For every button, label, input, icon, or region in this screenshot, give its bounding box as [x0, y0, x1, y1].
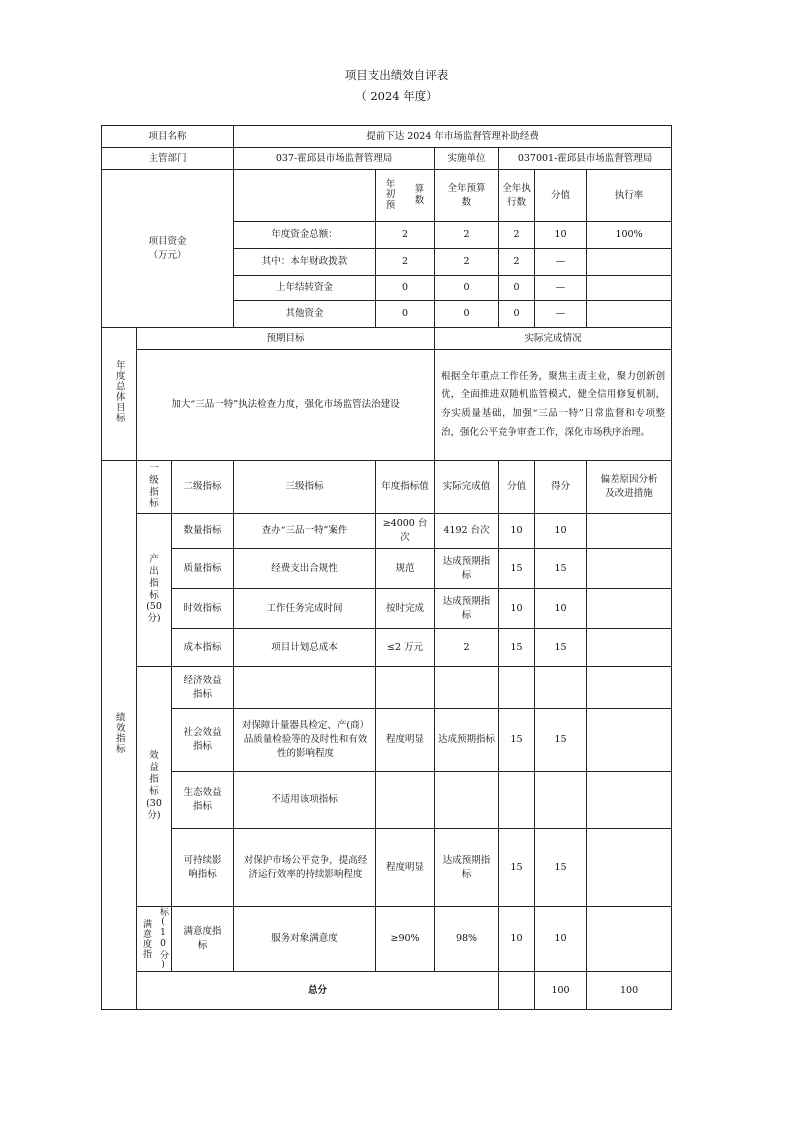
performance-table: [101, 125, 672, 1010]
funds-row-executed: 2: [499, 249, 535, 276]
funds-section-label: [102, 170, 234, 328]
funds-row-budget: 2: [435, 222, 499, 249]
ind-level2: 质量指标: [172, 549, 234, 589]
ind-header-level1: 一级指标: [137, 461, 172, 514]
funds-row-score-value: —: [535, 301, 587, 328]
ind-level2: 可持续影响指标: [172, 829, 234, 907]
funds-row-executed: 0: [499, 301, 535, 328]
ind-level3: [234, 667, 376, 709]
document-subtitle: （ 2024 年度）: [355, 89, 438, 103]
dept-value: 037-霍邱县市场监督管理局: [234, 148, 435, 170]
ind-deviation: [587, 829, 672, 907]
ind-annual: ≥4000 台次: [376, 514, 435, 549]
funds-initial-header-a: 年初预: [385, 178, 396, 211]
ind-score-value: 15: [499, 629, 535, 667]
ind-actual: 98%: [435, 907, 499, 972]
total-score-value: 100: [535, 972, 587, 1010]
ind-deviation: [587, 772, 672, 829]
ind-level2: 数量指标: [172, 514, 234, 549]
ind-score-value: 10: [499, 514, 535, 549]
ind-level2: 满意度指标: [172, 907, 234, 972]
indicator-row: [102, 549, 672, 589]
ind-score-value: [499, 772, 535, 829]
ind-level2: 社会效益指标: [172, 709, 234, 772]
ind-score-value: [499, 667, 535, 709]
funds-row-executed: 0: [499, 276, 535, 301]
benefit-indicator-label: 效益指标(30分): [137, 667, 172, 907]
ind-annual: [376, 772, 435, 829]
ind-deviation: [587, 709, 672, 772]
ind-header-score-value: 分值: [499, 461, 535, 514]
goals-actual-header: 实际完成情况: [435, 328, 672, 350]
goals-actual-text: 根据全年重点工作任务，聚焦主责主业，聚力创新创优，全面推进双随机监管模式，健全信用修复机制，夯实质量基础，加强“三品一特”日常监督和专项整治，强化公平竞争审查工作，深化市场秩序治理。: [435, 350, 672, 461]
output-indicator-label: 产出指标(50分): [137, 514, 172, 667]
total-actual: [499, 972, 535, 1010]
funds-row-budget: 0: [435, 276, 499, 301]
funds-row-rate: [587, 301, 672, 328]
ind-deviation: [587, 549, 672, 589]
ind-level2: 成本指标: [172, 629, 234, 667]
ind-score: 10: [535, 907, 587, 972]
funds-blank-header: [234, 170, 376, 222]
ind-score: 10: [535, 514, 587, 549]
goals-expected-text: 加大“三品一特”执法检查力度，强化市场监管法治建设: [137, 350, 435, 461]
ind-level3: 服务对象满意度: [234, 907, 376, 972]
ind-deviation: [587, 629, 672, 667]
ind-level2: 时效指标: [172, 589, 234, 629]
unit-value: 037001-霍邱县市场监督管理局: [499, 148, 672, 170]
funds-row-rate: 100%: [587, 222, 672, 249]
funds-row-budget: 2: [435, 249, 499, 276]
indicators-section-label: 绩效指标: [102, 461, 137, 1010]
ind-score: [535, 667, 587, 709]
project-name-label: 项目名称: [102, 126, 234, 148]
ind-annual: ≤2 万元: [376, 629, 435, 667]
indicator-row: [102, 589, 672, 629]
ind-deviation: [587, 514, 672, 549]
funds-score-value-header: 分值: [535, 170, 587, 222]
indicator-row: [102, 829, 672, 907]
goals-section-label: 年度总体目标: [102, 328, 137, 461]
unit-label: 实施单位: [435, 148, 499, 170]
ind-header-annual: 年度指标值: [376, 461, 435, 514]
ind-level2: 经济效益指标: [172, 667, 234, 709]
funds-full-budget-header: 全年预算数: [435, 170, 499, 222]
ind-header-level3: 三级指标: [234, 461, 376, 514]
funds-row-budget: 0: [435, 301, 499, 328]
ind-score-value: 15: [499, 549, 535, 589]
satisfaction-indicator-label: 满意度指 标(10分): [137, 907, 172, 972]
ind-header-deviation: 偏差原因分析及改进措施: [587, 461, 672, 514]
funds-row-initial: 2: [376, 222, 435, 249]
ind-actual: 达成预期指标: [435, 549, 499, 589]
ind-annual: ≥90%: [376, 907, 435, 972]
funds-row-initial: 2: [376, 249, 435, 276]
funds-row-score-value: —: [535, 276, 587, 301]
ind-actual: 达成预期指标: [435, 589, 499, 629]
indicator-row: [102, 629, 672, 667]
ind-annual: 程度明显: [376, 829, 435, 907]
ind-level2: 生态效益指标: [172, 772, 234, 829]
funds-row-rate: [587, 249, 672, 276]
ind-score: 15: [535, 709, 587, 772]
funds-row-label: 其他资金: [234, 301, 376, 328]
total-label: 总分: [137, 972, 499, 1010]
ind-annual: [376, 667, 435, 709]
ind-deviation: [587, 667, 672, 709]
ind-level3: 项目计划总成本: [234, 629, 376, 667]
ind-annual: 按时完成: [376, 589, 435, 629]
funds-row-label: 上年结转资金: [234, 276, 376, 301]
ind-level3: 查办“三品一特”案件: [234, 514, 376, 549]
ind-actual: 2: [435, 629, 499, 667]
project-name-value: 提前下达 2024 年市场监督管理补助经费: [234, 126, 672, 148]
ind-level3: 不适用该项指标: [234, 772, 376, 829]
ind-score: 15: [535, 549, 587, 589]
funds-row-executed: 2: [499, 222, 535, 249]
document-title: 项目支出绩效自评表: [344, 68, 449, 82]
ind-deviation: [587, 907, 672, 972]
ind-score-value: 15: [499, 829, 535, 907]
ind-actual: 达成预期指标: [435, 829, 499, 907]
funds-label: 项目资金: [148, 235, 187, 247]
ind-header-actual: 实际完成值: [435, 461, 499, 514]
ind-level3: 对保护市场公平竞争，提高经济运行效率的持续影响程度: [234, 829, 376, 907]
ind-actual: 达成预期指标: [435, 709, 499, 772]
dept-label: 主管部门: [102, 148, 234, 170]
ind-score-value: 10: [499, 589, 535, 629]
funds-row-label: 其中：本年财政拨款: [234, 249, 376, 276]
funds-rate-header: 执行率: [587, 170, 672, 222]
funds-row-score-value: —: [535, 249, 587, 276]
ind-actual: 4192 台次: [435, 514, 499, 549]
funds-row-rate: [587, 276, 672, 301]
ind-score-value: 10: [499, 907, 535, 972]
funds-executed-header: 全年执行数: [499, 170, 535, 222]
ind-annual: 程度明显: [376, 709, 435, 772]
funds-unit: （万元）: [148, 249, 187, 261]
ind-header-score: 得分: [535, 461, 587, 514]
ind-header-level2: 二级指标: [172, 461, 234, 514]
funds-row-score-value: 10: [535, 222, 587, 249]
ind-annual: 规范: [376, 549, 435, 589]
ind-score: 10: [535, 589, 587, 629]
ind-deviation: [587, 589, 672, 629]
ind-level3: 对保障计量器具检定、产(商）品质量检验等的及时性和有效性的影响程度: [234, 709, 376, 772]
ind-level3: 工作任务完成时间: [234, 589, 376, 629]
indicator-row: [102, 907, 672, 972]
indicator-row: [102, 772, 672, 829]
funds-row-initial: 0: [376, 301, 435, 328]
ind-score: 15: [535, 629, 587, 667]
funds-initial-header-b: 算数: [414, 184, 425, 206]
funds-row-initial: 0: [376, 276, 435, 301]
indicator-row: [102, 709, 672, 772]
ind-actual: [435, 772, 499, 829]
indicator-row: [102, 667, 672, 709]
funds-initial-header: [376, 170, 435, 222]
ind-score: 15: [535, 829, 587, 907]
ind-score: [535, 772, 587, 829]
ind-actual: [435, 667, 499, 709]
total-row: [102, 972, 672, 1010]
ind-score-value: 15: [499, 709, 535, 772]
total-score: 100: [587, 972, 672, 1010]
funds-row-label: 年度资金总额：: [234, 222, 376, 249]
indicator-row: [102, 514, 672, 549]
goals-expected-header: 预期目标: [137, 328, 435, 350]
ind-level3: 经费支出合规性: [234, 549, 376, 589]
